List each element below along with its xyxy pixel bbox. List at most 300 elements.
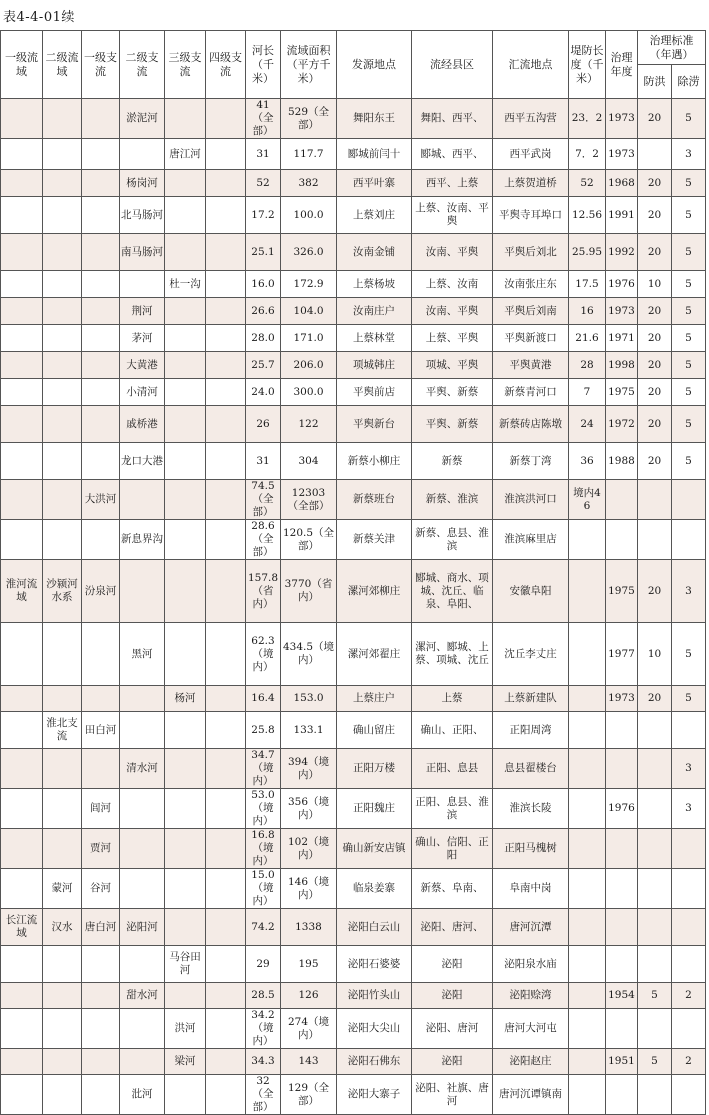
cell-area: 133.1 — [281, 712, 337, 749]
cell-l2 — [43, 271, 82, 298]
cell-year — [606, 712, 638, 749]
cell-drain — [672, 1009, 706, 1049]
cell-dike: 7 — [569, 379, 606, 406]
cell-len: 28.0 — [246, 325, 281, 352]
cell-drain: 3 — [672, 789, 706, 829]
cell-len: 17.2 — [246, 197, 281, 234]
cell-drain: 5 — [672, 170, 706, 197]
cell-b1 — [82, 749, 120, 789]
cell-l1 — [1, 298, 43, 325]
cell-l1 — [1, 829, 43, 869]
cell-conf: 平舆新渡口 — [493, 325, 569, 352]
cell-conf: 唐河沉谭镇南 — [493, 1075, 569, 1115]
header-drain: 除涝 — [672, 65, 706, 99]
cell-src: 上蔡林堂 — [337, 325, 412, 352]
cell-year: 1976 — [606, 271, 638, 298]
cell-conf: 泌阳赵庄 — [493, 1049, 569, 1075]
cell-flood: 20 — [638, 443, 672, 480]
cell-dike: 21.6 — [569, 325, 606, 352]
cell-len: 26.6 — [246, 298, 281, 325]
cell-flood — [638, 712, 672, 749]
cell-l1 — [1, 686, 43, 712]
cell-len: 34.2（境内） — [246, 1009, 281, 1049]
cell-cnty: 泌阳、唐河 — [412, 1009, 493, 1049]
cell-b1: 大洪河 — [82, 480, 120, 520]
header-confluence: 汇流地点 — [493, 31, 569, 99]
cell-b4 — [206, 298, 246, 325]
table-row — [1, 623, 706, 686]
cell-b2 — [120, 560, 165, 623]
cell-area: 529（全部） — [281, 99, 337, 139]
cell-b3 — [165, 406, 206, 443]
cell-b3: 马谷田河 — [165, 946, 206, 983]
cell-dike: 7．2 — [569, 139, 606, 170]
river-table — [0, 30, 706, 1115]
cell-l2 — [43, 379, 82, 406]
cell-conf: 上蔡贺道桥 — [493, 170, 569, 197]
cell-l1 — [1, 520, 43, 560]
cell-year — [606, 480, 638, 520]
cell-b1 — [82, 298, 120, 325]
cell-cnty: 泌阳 — [412, 1049, 493, 1075]
table-row — [1, 829, 706, 869]
cell-drain — [672, 909, 706, 946]
cell-conf: 正阳马槐树 — [493, 829, 569, 869]
cell-dike: 12.56 — [569, 197, 606, 234]
cell-b4 — [206, 325, 246, 352]
cell-dike — [569, 1075, 606, 1115]
cell-b2: 新息界沟 — [120, 520, 165, 560]
cell-l1 — [1, 406, 43, 443]
cell-flood: 5 — [638, 1049, 672, 1075]
cell-src: 正阳万楼 — [337, 749, 412, 789]
cell-b4 — [206, 623, 246, 686]
cell-conf: 平舆寺耳埠口 — [493, 197, 569, 234]
cell-area: 1338 — [281, 909, 337, 946]
cell-year: 1971 — [606, 325, 638, 352]
cell-b4 — [206, 99, 246, 139]
cell-b3: 梁河 — [165, 1049, 206, 1075]
cell-flood — [638, 139, 672, 170]
cell-l1 — [1, 1009, 43, 1049]
cell-b2: 沘河 — [120, 1075, 165, 1115]
cell-b4 — [206, 789, 246, 829]
cell-area: 206.0 — [281, 352, 337, 379]
cell-cnty: 确山、正阳、 — [412, 712, 493, 749]
cell-l2 — [43, 983, 82, 1009]
cell-area: 129（全部） — [281, 1075, 337, 1115]
cell-drain — [672, 520, 706, 560]
cell-flood — [638, 789, 672, 829]
table-row — [1, 325, 706, 352]
cell-b3 — [165, 829, 206, 869]
cell-b1: 汾泉河 — [82, 560, 120, 623]
cell-conf: 西平五沟营 — [493, 99, 569, 139]
cell-src: 上蔡庄户 — [337, 686, 412, 712]
cell-flood: 20 — [638, 99, 672, 139]
cell-src: 泌阳竹头山 — [337, 983, 412, 1009]
cell-l1 — [1, 379, 43, 406]
cell-b1: 贾河 — [82, 829, 120, 869]
table-row — [1, 686, 706, 712]
cell-year — [606, 909, 638, 946]
cell-b1 — [82, 139, 120, 170]
cell-dike: 17.5 — [569, 271, 606, 298]
cell-year: 1973 — [606, 686, 638, 712]
cell-l2 — [43, 443, 82, 480]
cell-area: 126 — [281, 983, 337, 1009]
cell-b3 — [165, 480, 206, 520]
cell-cnty: 郾城、商水、项城、沈丘、临泉、阜阳、 — [412, 560, 493, 623]
cell-cnty: 汝南、平舆 — [412, 234, 493, 271]
cell-dike: 24 — [569, 406, 606, 443]
cell-l1 — [1, 99, 43, 139]
cell-l2 — [43, 1009, 82, 1049]
cell-b3: 洪河 — [165, 1009, 206, 1049]
table-row — [1, 352, 706, 379]
cell-flood — [638, 946, 672, 983]
cell-flood — [638, 1075, 672, 1115]
cell-b3 — [165, 352, 206, 379]
cell-src: 平舆新台 — [337, 406, 412, 443]
table-row — [1, 1075, 706, 1115]
header-standard: 治理标准（年遇） — [638, 31, 706, 65]
cell-b4 — [206, 869, 246, 909]
cell-src: 项城韩庄 — [337, 352, 412, 379]
cell-b2: 甜水河 — [120, 983, 165, 1009]
cell-cnty: 泌阳 — [412, 983, 493, 1009]
cell-drain: 5 — [672, 443, 706, 480]
cell-area: 104.0 — [281, 298, 337, 325]
cell-drain: 3 — [672, 749, 706, 789]
cell-b2 — [120, 480, 165, 520]
cell-src: 新蔡小柳庄 — [337, 443, 412, 480]
cell-area: 172.9 — [281, 271, 337, 298]
cell-l1: 淮河流域 — [1, 560, 43, 623]
cell-l2 — [43, 325, 82, 352]
cell-b1 — [82, 443, 120, 480]
cell-conf: 息县翟楼台 — [493, 749, 569, 789]
header-b2: 二级支流 — [120, 31, 165, 99]
cell-dike — [569, 909, 606, 946]
cell-cnty: 泌阳 — [412, 946, 493, 983]
cell-drain: 5 — [672, 352, 706, 379]
cell-drain — [672, 869, 706, 909]
cell-b3 — [165, 789, 206, 829]
cell-len: 31 — [246, 139, 281, 170]
cell-b4 — [206, 909, 246, 946]
cell-area: 394（境内） — [281, 749, 337, 789]
cell-dike — [569, 983, 606, 1009]
cell-cnty: 上蔡、平舆 — [412, 325, 493, 352]
cell-src: 西平叶寨 — [337, 170, 412, 197]
cell-b4 — [206, 234, 246, 271]
cell-dike — [569, 623, 606, 686]
cell-area: 195 — [281, 946, 337, 983]
cell-cnty: 上蔡 — [412, 686, 493, 712]
cell-b4 — [206, 829, 246, 869]
table-row — [1, 749, 706, 789]
cell-conf: 淮滨长陵 — [493, 789, 569, 829]
cell-b1 — [82, 271, 120, 298]
cell-b3 — [165, 749, 206, 789]
cell-conf: 平舆后刘南 — [493, 298, 569, 325]
cell-drain: 5 — [672, 298, 706, 325]
cell-l1 — [1, 139, 43, 170]
cell-b1 — [82, 686, 120, 712]
cell-b3 — [165, 99, 206, 139]
cell-b3 — [165, 909, 206, 946]
cell-cnty: 泌阳、社旗、唐河 — [412, 1075, 493, 1115]
cell-flood: 20 — [638, 298, 672, 325]
cell-b1 — [82, 1009, 120, 1049]
cell-src: 舞阳东王 — [337, 99, 412, 139]
cell-area: 153.0 — [281, 686, 337, 712]
cell-b1 — [82, 379, 120, 406]
cell-dike — [569, 712, 606, 749]
cell-b4 — [206, 271, 246, 298]
cell-area: 100.0 — [281, 197, 337, 234]
cell-src: 泌阳大寨子 — [337, 1075, 412, 1115]
cell-flood: 20 — [638, 170, 672, 197]
cell-flood — [638, 520, 672, 560]
cell-drain: 5 — [672, 271, 706, 298]
cell-l2 — [43, 1075, 82, 1115]
cell-len: 41（全部） — [246, 99, 281, 139]
cell-year — [606, 946, 638, 983]
cell-len: 34.7（境内） — [246, 749, 281, 789]
cell-dike: 28 — [569, 352, 606, 379]
cell-b3 — [165, 869, 206, 909]
cell-dike — [569, 946, 606, 983]
cell-b4 — [206, 520, 246, 560]
cell-l1 — [1, 946, 43, 983]
cell-year: 1988 — [606, 443, 638, 480]
cell-dike — [569, 520, 606, 560]
header-source: 发源地点 — [337, 31, 412, 99]
cell-len: 74.5（全部） — [246, 480, 281, 520]
cell-dike — [569, 869, 606, 909]
cell-b2: 淤泥河 — [120, 99, 165, 139]
cell-year — [606, 1009, 638, 1049]
cell-area: 143 — [281, 1049, 337, 1075]
cell-dike — [569, 749, 606, 789]
cell-year — [606, 520, 638, 560]
cell-len: 26 — [246, 406, 281, 443]
cell-dike: 52 — [569, 170, 606, 197]
cell-l2 — [43, 829, 82, 869]
header-b3: 三级支流 — [165, 31, 206, 99]
cell-l2 — [43, 234, 82, 271]
cell-drain: 2 — [672, 1049, 706, 1075]
header-l1: 一级流域 — [1, 31, 43, 99]
cell-drain: 5 — [672, 406, 706, 443]
cell-l2: 汉水 — [43, 909, 82, 946]
table-row — [1, 983, 706, 1009]
cell-l2 — [43, 789, 82, 829]
cell-l2: 蒙河 — [43, 869, 82, 909]
cell-b2: 荆河 — [120, 298, 165, 325]
cell-len: 74.2 — [246, 909, 281, 946]
cell-drain — [672, 480, 706, 520]
cell-year: 1975 — [606, 560, 638, 623]
cell-conf: 淮滨麻里店 — [493, 520, 569, 560]
cell-src: 郾城前闫十 — [337, 139, 412, 170]
cell-b2 — [120, 946, 165, 983]
table-row — [1, 170, 706, 197]
cell-b3 — [165, 520, 206, 560]
cell-b2 — [120, 712, 165, 749]
cell-conf: 正阳周湾 — [493, 712, 569, 749]
cell-l1 — [1, 170, 43, 197]
cell-year: 1991 — [606, 197, 638, 234]
cell-b4 — [206, 480, 246, 520]
cell-flood: 10 — [638, 271, 672, 298]
cell-area: 3770（省内） — [281, 560, 337, 623]
cell-l1 — [1, 712, 43, 749]
cell-drain — [672, 829, 706, 869]
cell-flood: 10 — [638, 623, 672, 686]
header-counties: 流经县区 — [412, 31, 493, 99]
cell-dike — [569, 829, 606, 869]
table-row — [1, 869, 706, 909]
cell-b3 — [165, 443, 206, 480]
cell-l2 — [43, 170, 82, 197]
table-row — [1, 234, 706, 271]
cell-year: 1951 — [606, 1049, 638, 1075]
cell-area: 356（境内） — [281, 789, 337, 829]
cell-area: 12303（全部） — [281, 480, 337, 520]
cell-b2: 茅河 — [120, 325, 165, 352]
cell-b2: 泌阳河 — [120, 909, 165, 946]
cell-l2 — [43, 99, 82, 139]
cell-flood: 20 — [638, 197, 672, 234]
header-flood: 防洪 — [638, 65, 672, 99]
cell-cnty: 正阳、息县、淮滨 — [412, 789, 493, 829]
cell-src: 汝南金铺 — [337, 234, 412, 271]
cell-cnty: 上蔡、汝南、平舆 — [412, 197, 493, 234]
cell-dike — [569, 560, 606, 623]
table-row — [1, 379, 706, 406]
cell-src: 正阳魏庄 — [337, 789, 412, 829]
header-year: 治理年度 — [606, 31, 638, 99]
cell-l2 — [43, 298, 82, 325]
cell-dike: 16 — [569, 298, 606, 325]
cell-l1 — [1, 325, 43, 352]
cell-b1 — [82, 197, 120, 234]
cell-l2: 淮北支流 — [43, 712, 82, 749]
cell-src: 平舆前店 — [337, 379, 412, 406]
cell-b1 — [82, 352, 120, 379]
cell-flood — [638, 749, 672, 789]
cell-b1: 谷河 — [82, 869, 120, 909]
cell-dike: 境内46 — [569, 480, 606, 520]
table-row — [1, 560, 706, 623]
cell-b1 — [82, 983, 120, 1009]
cell-drain: 5 — [672, 325, 706, 352]
cell-len: 62.3（境内） — [246, 623, 281, 686]
cell-year — [606, 1075, 638, 1115]
cell-b1 — [82, 623, 120, 686]
cell-b3 — [165, 1075, 206, 1115]
cell-flood: 20 — [638, 352, 672, 379]
cell-area: 117.7 — [281, 139, 337, 170]
cell-flood: 20 — [638, 379, 672, 406]
cell-drain: 5 — [672, 234, 706, 271]
table-row — [1, 480, 706, 520]
cell-src: 确山新安店镇 — [337, 829, 412, 869]
cell-src: 确山留庄 — [337, 712, 412, 749]
cell-conf: 沈丘李丈庄 — [493, 623, 569, 686]
cell-b1 — [82, 325, 120, 352]
cell-b3 — [165, 197, 206, 234]
cell-flood: 20 — [638, 406, 672, 443]
cell-cnty: 确山、信阳、正阳 — [412, 829, 493, 869]
table-caption: 表4-4-01续 — [3, 10, 75, 25]
cell-len: 25.7 — [246, 352, 281, 379]
cell-area: 300.0 — [281, 379, 337, 406]
cell-area: 326.0 — [281, 234, 337, 271]
cell-b1 — [82, 170, 120, 197]
cell-l2 — [43, 406, 82, 443]
cell-drain: 2 — [672, 983, 706, 1009]
cell-l1 — [1, 352, 43, 379]
cell-b2: 龙口大港 — [120, 443, 165, 480]
cell-b4 — [206, 1075, 246, 1115]
cell-dike — [569, 686, 606, 712]
cell-cnty: 西平、上蔡 — [412, 170, 493, 197]
cell-l1 — [1, 197, 43, 234]
cell-b1 — [82, 520, 120, 560]
cell-src: 上蔡杨坡 — [337, 271, 412, 298]
cell-dike: 36 — [569, 443, 606, 480]
cell-conf: 平舆黄港 — [493, 352, 569, 379]
table-row — [1, 99, 706, 139]
cell-l1 — [1, 271, 43, 298]
cell-conf: 西平武岗 — [493, 139, 569, 170]
cell-year: 1976 — [606, 789, 638, 829]
cell-b4 — [206, 712, 246, 749]
cell-b3 — [165, 560, 206, 623]
cell-b4 — [206, 379, 246, 406]
cell-len: 31 — [246, 443, 281, 480]
header-dike-length: 堤防长度（千米） — [569, 31, 606, 99]
cell-area: 102（境内） — [281, 829, 337, 869]
cell-b1 — [82, 1075, 120, 1115]
cell-b4 — [206, 686, 246, 712]
cell-len: 28.5 — [246, 983, 281, 1009]
cell-b2: 杨岗河 — [120, 170, 165, 197]
cell-l1 — [1, 983, 43, 1009]
cell-area: 171.0 — [281, 325, 337, 352]
cell-conf: 新蔡丁湾 — [493, 443, 569, 480]
cell-drain: 5 — [672, 99, 706, 139]
table-row — [1, 520, 706, 560]
cell-drain: 3 — [672, 139, 706, 170]
cell-year — [606, 869, 638, 909]
cell-b4 — [206, 983, 246, 1009]
cell-drain: 5 — [672, 686, 706, 712]
cell-src: 泌阳石婆婆 — [337, 946, 412, 983]
cell-b3: 杨河 — [165, 686, 206, 712]
cell-l2 — [43, 686, 82, 712]
cell-l2 — [43, 480, 82, 520]
cell-cnty: 正阳、息县 — [412, 749, 493, 789]
cell-b4 — [206, 443, 246, 480]
header-b1: 一级支流 — [82, 31, 120, 99]
cell-src: 泌阳石佛东 — [337, 1049, 412, 1075]
cell-conf: 唐河大河屯 — [493, 1009, 569, 1049]
